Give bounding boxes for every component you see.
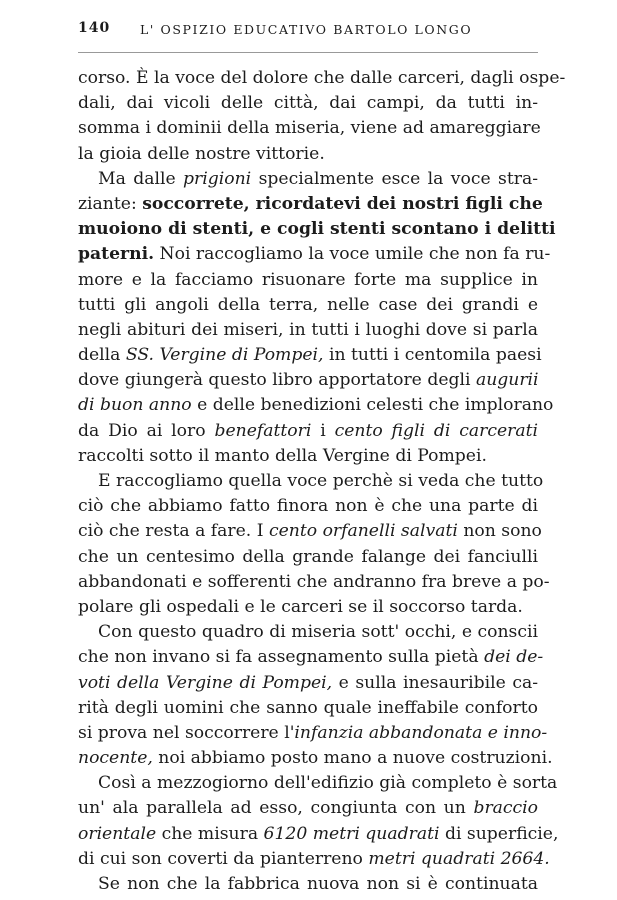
text-line bbox=[78, 217, 556, 242]
text-line bbox=[78, 419, 538, 444]
text-line bbox=[78, 469, 544, 494]
text-segment: Se non che la fabbrica nuova non si è continuata bbox=[98, 874, 538, 894]
text-line bbox=[78, 671, 538, 696]
italic-text: 6120 metri quadrati bbox=[263, 823, 440, 844]
text-line bbox=[78, 242, 551, 267]
italic-text: prigioni bbox=[183, 168, 252, 189]
text-line bbox=[78, 746, 553, 771]
italic-text: benefattori bbox=[214, 420, 312, 441]
text-segment: Così a mezzogiorno dell'edifizio già completo è sorta bbox=[98, 773, 558, 794]
text-segment: raccolti sotto il manto della Vergine di Pompei. bbox=[78, 445, 487, 466]
text-segment: che non invano si fa assegnamento sulla pietà bbox=[78, 647, 485, 668]
italic-text: cento figli di carcerati bbox=[334, 420, 538, 441]
text-line bbox=[78, 318, 538, 343]
text-segment: abbandonati e sofferenti che andranno fra breve a po- bbox=[78, 571, 550, 592]
text-segment: dali, dai vicoli delle città, dai campi, da tutti in- bbox=[78, 93, 538, 114]
text-segment: ziante: bbox=[78, 193, 143, 214]
text-line bbox=[78, 847, 550, 872]
text-line bbox=[78, 519, 542, 544]
italic-text: SS. Vergine di Pompei, bbox=[125, 345, 324, 366]
text-line bbox=[78, 620, 538, 645]
italic-text: cento orfanelli salvati bbox=[268, 521, 458, 542]
bold-text: muoiono di stenti, e cogli stenti scontano i delitti bbox=[78, 219, 556, 240]
text-line bbox=[78, 91, 538, 116]
text-segment: che un centesimo della grande falange dei fanciulli bbox=[78, 546, 538, 567]
text-line bbox=[78, 66, 566, 91]
text-line bbox=[78, 116, 541, 141]
text-segment: Noi raccogliamo la voce umile che non fa ru- bbox=[154, 244, 551, 265]
text-line bbox=[78, 192, 543, 217]
text-segment: di superficie, bbox=[439, 823, 559, 844]
text-line bbox=[78, 796, 538, 821]
text-line bbox=[78, 545, 538, 570]
text-segment: corso. È la voce del dolore che dalle carceri, dagli ospe- bbox=[78, 68, 566, 88]
text-line bbox=[78, 872, 538, 897]
text-line bbox=[78, 570, 550, 595]
text-segment: polare gli ospedali e le carceri se il soccorso tarda. bbox=[78, 596, 523, 617]
italic-text: augurii bbox=[475, 370, 539, 391]
text-line bbox=[78, 595, 538, 620]
header-rule bbox=[78, 52, 538, 53]
italic-text: braccio bbox=[473, 798, 538, 819]
text-segment: la gioia delle nostre vittorie. bbox=[78, 143, 325, 164]
text-segment: ciò che resta a fare. I bbox=[78, 521, 269, 542]
page-number: 140 bbox=[78, 20, 111, 36]
text-segment: dove giungerà questo libro apportatore degli bbox=[78, 370, 476, 391]
text-line bbox=[78, 444, 538, 469]
text-segment: ciò che abbiamo fatto finora non è che una parte di bbox=[78, 496, 538, 517]
text-segment: rità degli uomini che sanno quale ineffabile conforto bbox=[78, 697, 538, 718]
text-line bbox=[78, 293, 538, 318]
text-segment: non sono bbox=[457, 521, 542, 542]
text-segment: Con questo quadro di miseria sott' occhi, e conscii bbox=[98, 622, 538, 643]
text-segment: noi abbiamo posto mano a nuove costruzioni. bbox=[152, 748, 553, 769]
bold-text: paterni. bbox=[78, 244, 155, 265]
text-line bbox=[78, 167, 538, 192]
text-segment: E raccogliamo quella voce perchè si veda che tutto bbox=[98, 471, 544, 491]
text-segment: somma i dominii della miseria, viene ad amareggiare bbox=[78, 118, 541, 139]
body-text bbox=[78, 66, 566, 897]
text-segment: della bbox=[78, 345, 126, 366]
italic-text: nocente, bbox=[78, 748, 153, 769]
text-line bbox=[78, 368, 538, 393]
text-segment: e sulla inesauribile ca- bbox=[332, 672, 538, 693]
text-line bbox=[78, 771, 558, 796]
running-title: L' OSPIZIO EDUCATIVO BARTOLO LONGO bbox=[140, 22, 473, 37]
text-line bbox=[78, 268, 538, 293]
text-line bbox=[78, 696, 538, 721]
text-segment: di cui son coverti da pianterreno bbox=[78, 848, 369, 869]
text-segment: more e la facciamo risuonare forte ma supplice in bbox=[78, 269, 538, 290]
text-segment: tutti gli angoli della terra, nelle case dei grandi e bbox=[78, 294, 538, 315]
text-segment: specialmente esce la voce stra- bbox=[251, 168, 539, 189]
text-line bbox=[78, 494, 538, 519]
text-segment: Ma dalle bbox=[98, 168, 184, 189]
page-header bbox=[78, 20, 538, 46]
text-line bbox=[78, 142, 538, 167]
text-line bbox=[78, 393, 554, 418]
text-segment: e delle benedizioni celesti che implorano bbox=[191, 395, 554, 416]
italic-text: orientale bbox=[78, 823, 157, 844]
text-line bbox=[78, 721, 548, 746]
text-line bbox=[78, 645, 544, 670]
text-segment: si prova nel soccorrere l' bbox=[78, 722, 295, 743]
text-line bbox=[78, 343, 542, 368]
bold-text: soccorrete, ricordatevi dei nostri figli che bbox=[142, 193, 543, 214]
text-segment: che misura bbox=[156, 823, 264, 844]
italic-text: dei de- bbox=[484, 647, 544, 668]
italic-text: infanzia abbandonata e inno- bbox=[294, 722, 548, 743]
text-segment: negli abituri dei miseri, in tutti i luoghi dove si parla bbox=[78, 319, 538, 340]
text-segment: un' ala parallela ad esso, congiunta con un bbox=[78, 798, 474, 819]
text-segment: in tutti i centomila paesi bbox=[323, 345, 542, 366]
text-segment: da Dio ai loro bbox=[78, 420, 215, 441]
text-segment: i bbox=[311, 420, 335, 441]
italic-text: voti della Vergine di Pompei, bbox=[78, 672, 333, 693]
italic-text: di buon anno bbox=[78, 395, 192, 416]
text-line bbox=[78, 822, 559, 847]
italic-text: metri quadrati 2664. bbox=[368, 848, 550, 869]
